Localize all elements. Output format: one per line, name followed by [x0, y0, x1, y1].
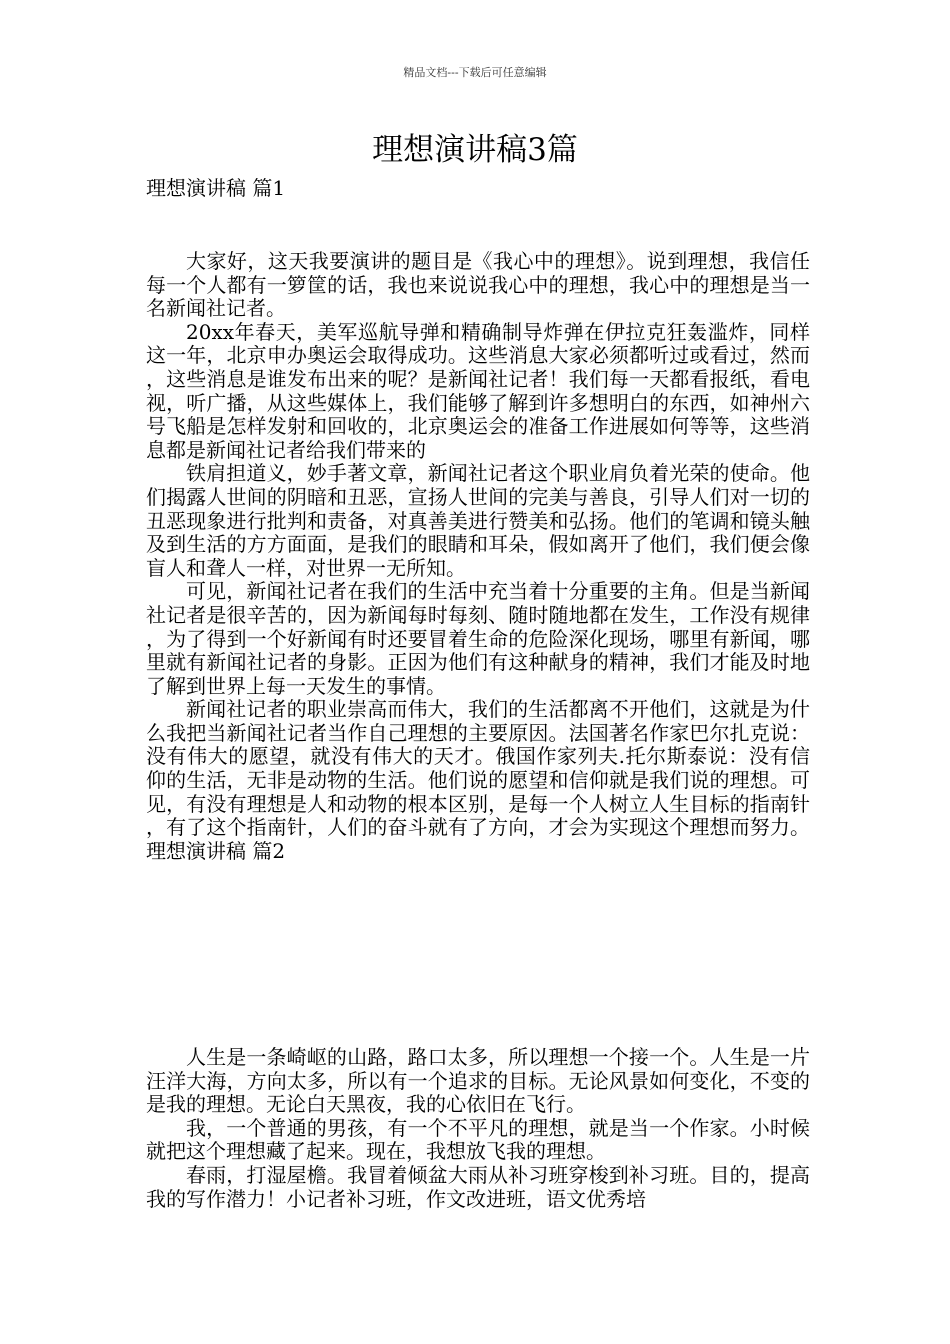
section-2-body [146, 1046, 810, 1211]
page-header: 精品文档---下载后可任意编辑 [403, 66, 547, 79]
paragraph: 20xx年春天，美军巡航导弹和精确制导炸弹在伊拉克狂轰滥炸，同样这一年，北京申办奥运会取得成功。这些消息大家必须都听过或看过，然而，这些消息是谁发布出来的呢？是新闻社记者！我们每一天都看报纸，看电视，听广播，从这些媒体上，我们能够了解到许多想明白的东西，如神州六号飞船是怎样发射和回收的，北京奥运会的准备工作进展如何等等，这些消息都是新闻社记者给我们带来的 [146, 319, 810, 462]
section-1-body [146, 250, 810, 863]
paragraph: 我，一个普通的男孩，有一个不平凡的理想，就是当一个作家。小时候就把这个理想藏了起来。现在，我想放飞我的理想。 [146, 1115, 810, 1164]
paragraph: 可见，新闻社记者在我们的生活中充当着十分重要的主角。但是当新闻社记者是很辛苦的，因为新闻每时每刻、随时随地都在发生，工作没有规律，为了得到一个好新闻有时还要冒着生命的危险深化现场，哪里有新闻，哪里就有新闻社记者的身影。正因为他们有这种献身的精神，我们才能及时地了解到世界上每一天发生的事情。 [146, 579, 810, 698]
section-heading: 理想演讲稿 篇1 [146, 176, 286, 200]
paragraph: 人生是一条崎岖的山路，路口太多，所以理想一个接一个。人生是一片汪洋大海，方向太多，所以有一个追求的目标。无论风景如何变化，不变的是我的理想。无论白天黑夜，我的心依旧在飞行。 [146, 1045, 810, 1117]
paragraph: 铁肩担道义，妙手著文章，新闻社记者这个职业肩负着光荣的使命。他们揭露人世间的阴暗和丑恶，宣扬人世间的完美与善良，引导人们对一切的丑恶现象进行批判和责备，对真善美进行赞美和弘扬。他们的笔调和镜头触及到生活的方方面面，是我们的眼睛和耳朵，假如离开了他们，我们便会像盲人和聋人一样，对世界一无所知。 [146, 461, 810, 580]
document-title: 理想演讲稿3篇 [372, 132, 578, 168]
paragraph: 大家好，这天我要演讲的题目是《我心中的理想》。说到理想，我信任每一个人都有一箩筐的话，我也来说说我心中的理想，我心中的理想是当一名新闻社记者。 [146, 249, 810, 321]
paragraph: 新闻社记者的职业崇高而伟大，我们的生活都离不开他们，这就是为什么我把当新闻社记者当作自己理想的主要原因。法国著名作家巴尔扎克说：没有伟大的愿望，就没有伟大的天才。俄国作家列夫.托尔斯泰说：没有信仰的生活，无非是动物的生活。他们说的愿望和信仰就是我们说的理想。可见，有没有理想是人和动物的根本区别，是每一个人树立人生目标的指南针，有了这个指南针，人们的奋斗就有了方向，才会为实现这个理想而努力。理想演讲稿 篇2 [146, 697, 810, 863]
paragraph: 春雨，打湿屋檐。我冒着倾盆大雨从补习班穿梭到补习班。目的，提高我的写作潜力！小记者补习班，作文改进班，语文优秀培 [146, 1162, 810, 1211]
